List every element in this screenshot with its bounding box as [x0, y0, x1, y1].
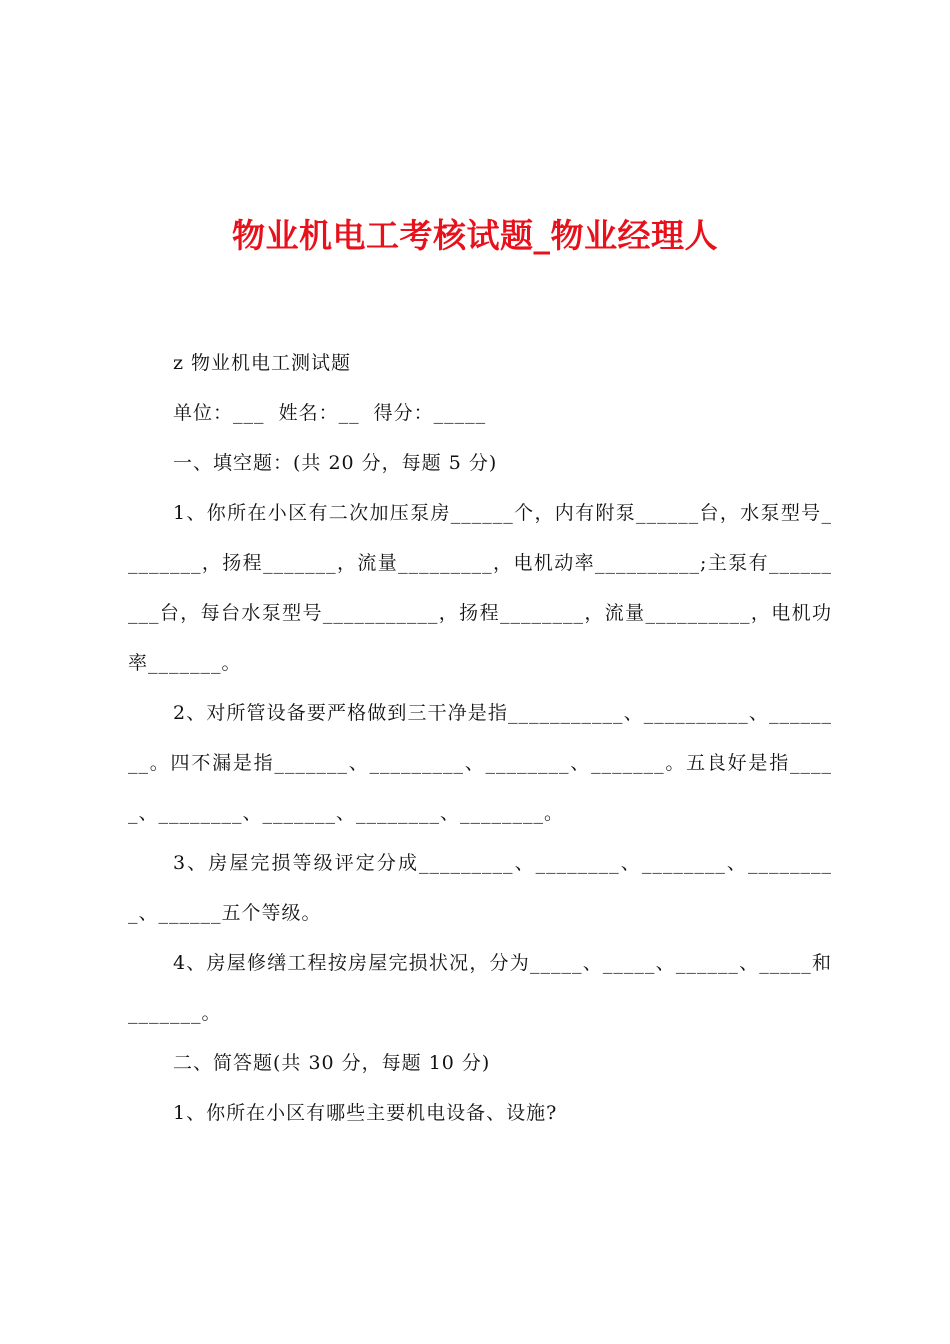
- question-paragraph: 1、你所在小区有二次加压泵房______个，内有附泵______台，水泵型号________，扬程_______，流量_________，电机动率__________;主泵有_________台，每台水泵型号___________，扬程________，流量__________，电机功率_______。: [128, 502, 832, 674]
- question-paragraph: 1、你所在小区有哪些主要机电设备、设施?: [173, 1102, 558, 1124]
- document-body: [128, 338, 832, 1138]
- section-heading: 二、简答题(共 30 分，每题 10 分): [173, 1052, 491, 1074]
- question-paragraph: 2、对所管设备要严格做到三干净是指___________、__________、________。四不漏是指_______、_________、________、_______。五良好是指_____、________、_______、________、________。: [128, 702, 832, 824]
- info-line: 单位：___ 姓名：__ 得分：_____: [173, 402, 487, 424]
- question-paragraph: 3、房屋完损等级评定分成_________、________、________、_________、______五个等级。: [128, 852, 832, 924]
- section-heading: z 物业机电工测试题: [173, 352, 352, 374]
- document-title: 物业机电工考核试题_物业经理人: [232, 216, 718, 255]
- section-heading: 一、填空题：(共 20 分，每题 5 分): [173, 452, 498, 474]
- question-paragraph: 4、房屋修缮工程按房屋完损状况，分为_____、_____、______、_____和_______。: [128, 952, 832, 1024]
